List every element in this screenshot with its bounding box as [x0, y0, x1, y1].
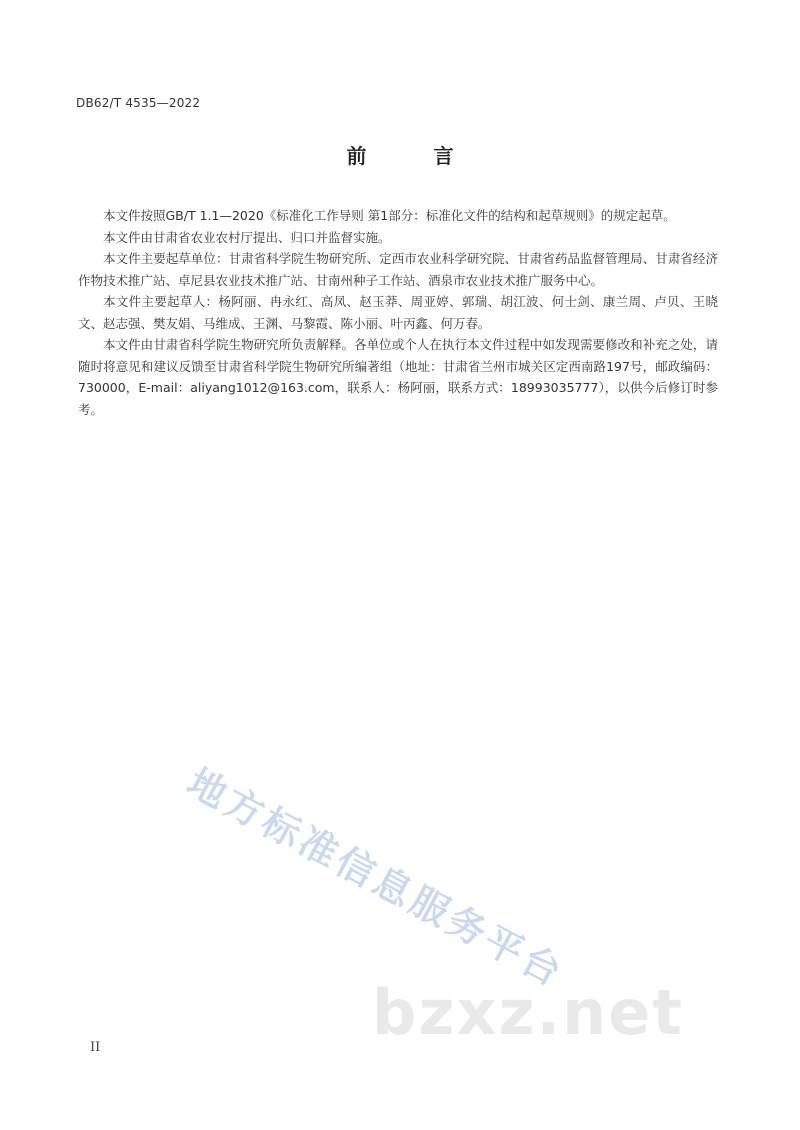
standard-code: DB62/T 4535—2022: [76, 96, 201, 110]
paragraph-drafters: 本文件主要起草人：杨阿丽、冉永红、高凤、赵玉莽、周亚婷、郭瑞、胡江波、何士剑、康兰周、卢贝、王晓文、赵志强、樊友娟、马维成、王渊、马黎霞、陈小丽、叶丙鑫、何万春。: [78, 294, 718, 331]
page-title: 前 言: [346, 144, 484, 168]
watermark-platform: 地方标准信息服务平台: [180, 759, 572, 996]
paragraph-drafting-units: 本文件主要起草单位：甘肃省科学院生物研究所、定西市农业科学研究院、甘肃省药品监督管理局、甘肃省经济作物技术推广站、卓尼县农业技术推广站、甘南州种子工作站、酒泉市农业技术推广服务中心。: [78, 251, 718, 288]
paragraph-interpretation-contact: 本文件由甘肃省科学院生物研究所负责解释。各单位或个人在执行本文件过程中如发现需要修改和补充之处，请随时将意见和建议反馈至甘肃省科学院生物研究所编著组（地址：甘肃省兰州市城关区定西南路197号，邮政编码：730000，E-mail：aliyang1012@163.com，联系人：杨阿丽，联系方式：18993035777），以供今后修订时参考。: [78, 337, 718, 417]
paragraph-drafting-basis: 本文件按照GB/T 1.1—2020《标准化工作导则 第1部分：标准化文件的结构和起草规则》的规定起草。: [103, 208, 676, 223]
watermark-site: bzxz.net: [372, 976, 684, 1049]
paragraph-proposer: 本文件由甘肃省农业农村厅提出、归口并监督实施。: [103, 229, 391, 245]
page-number: II: [90, 1040, 101, 1055]
foreword-body: [78, 205, 718, 420]
